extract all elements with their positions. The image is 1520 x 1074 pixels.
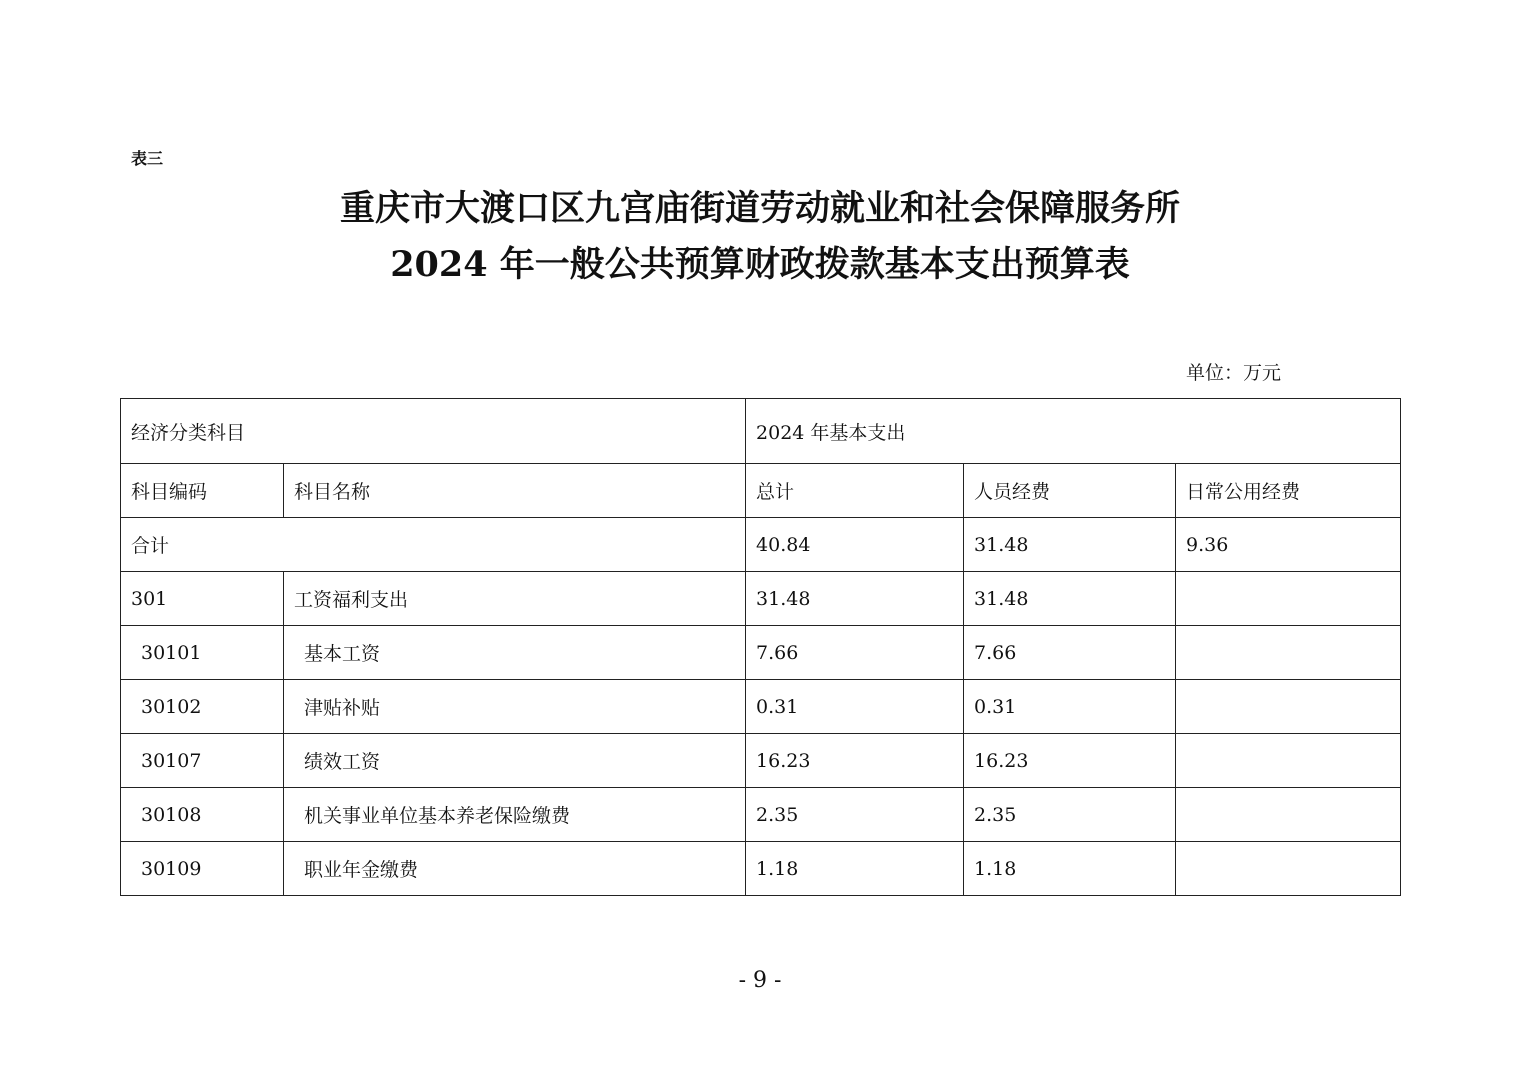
public-cell	[1176, 572, 1401, 626]
header-total: 总计	[746, 464, 964, 518]
header-basic-expenditure: 2024 年基本支出	[746, 399, 1401, 464]
document-title-line1: 重庆市大渡口区九宫庙街道劳动就业和社会保障服务所	[339, 188, 1180, 229]
code-cell: 30101	[121, 626, 284, 680]
total-cell: 7.66	[746, 626, 964, 680]
total-cell: 40.84	[746, 518, 964, 572]
table-row	[121, 572, 1401, 626]
name-cell: 机关事业单位基本养老保险缴费	[284, 788, 746, 842]
personnel-cell: 2.35	[964, 788, 1176, 842]
table-label: 表三	[131, 149, 164, 168]
public-cell	[1176, 680, 1401, 734]
header-economic-classification: 经济分类科目	[121, 399, 746, 464]
personnel-cell: 7.66	[964, 626, 1176, 680]
name-cell: 基本工资	[284, 626, 746, 680]
total-cell: 2.35	[746, 788, 964, 842]
name-cell: 职业年金缴费	[284, 842, 746, 896]
header-personnel-expense: 人员经费	[964, 464, 1176, 518]
document-title-line2: 2024 年一般公共预算财政拨款基本支出预算表	[390, 244, 1130, 285]
page-number: - 9 -	[738, 968, 782, 993]
name-cell: 工资福利支出	[284, 572, 746, 626]
personnel-cell: 16.23	[964, 734, 1176, 788]
personnel-cell: 31.48	[964, 518, 1176, 572]
public-cell	[1176, 842, 1401, 896]
public-cell	[1176, 626, 1401, 680]
personnel-cell: 0.31	[964, 680, 1176, 734]
public-cell: 9.36	[1176, 518, 1401, 572]
code-cell: 30109	[121, 842, 284, 896]
total-cell: 16.23	[746, 734, 964, 788]
code-cell: 30102	[121, 680, 284, 734]
header-subject-name: 科目名称	[284, 464, 746, 518]
header-public-expense: 日常公用经费	[1176, 464, 1401, 518]
header-row-group	[121, 399, 1401, 464]
table-row	[121, 788, 1401, 842]
personnel-cell: 31.48	[964, 572, 1176, 626]
table-row	[121, 842, 1401, 896]
public-cell	[1176, 788, 1401, 842]
header-row-columns	[121, 464, 1401, 518]
public-cell	[1176, 734, 1401, 788]
budget-table	[120, 398, 1401, 896]
personnel-cell: 1.18	[964, 842, 1176, 896]
table-row	[121, 626, 1401, 680]
code-cell: 30107	[121, 734, 284, 788]
total-cell: 0.31	[746, 680, 964, 734]
header-subject-code: 科目编码	[121, 464, 284, 518]
table-row	[121, 680, 1401, 734]
unit-label: 单位：万元	[1186, 362, 1282, 384]
code-cell: 301	[121, 572, 284, 626]
total-row	[121, 518, 1401, 572]
table-row	[121, 734, 1401, 788]
name-cell: 绩效工资	[284, 734, 746, 788]
total-cell: 1.18	[746, 842, 964, 896]
name-cell: 津贴补贴	[284, 680, 746, 734]
total-cell: 31.48	[746, 572, 964, 626]
total-label: 合计	[121, 518, 746, 572]
code-cell: 30108	[121, 788, 284, 842]
